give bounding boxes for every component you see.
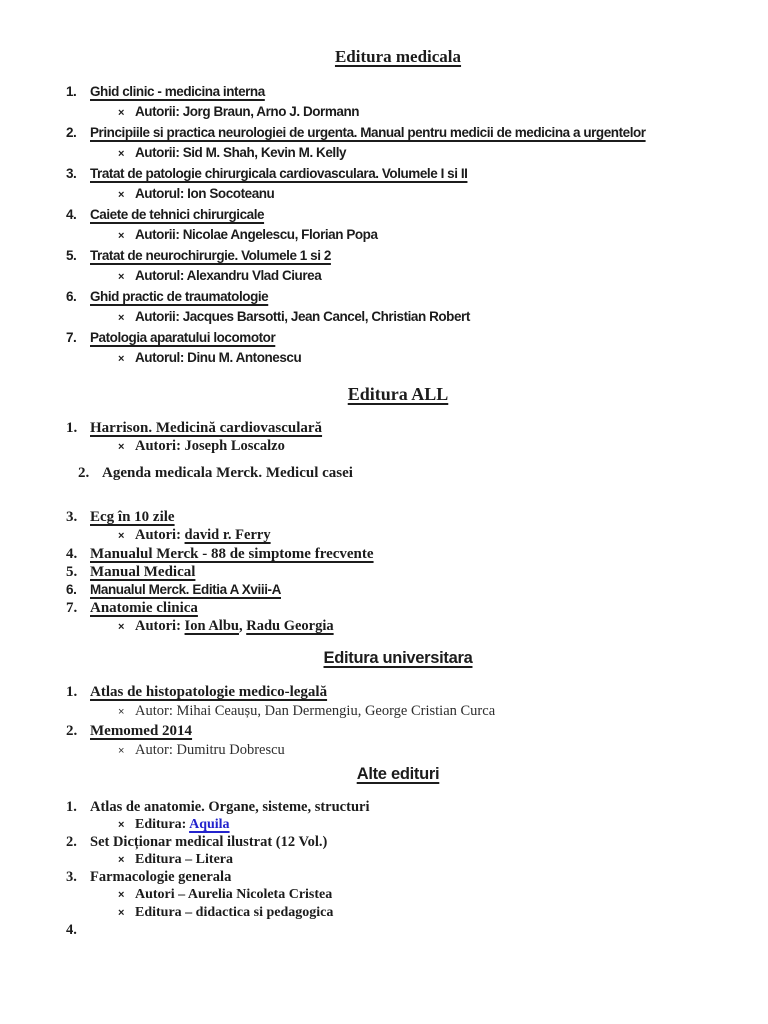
list-item (66, 164, 730, 184)
author-line (66, 184, 730, 205)
author-text: Autor: Dumitru Dobrescu (135, 742, 285, 758)
item-number: 2. (78, 465, 90, 481)
cross-bullet-icon: × (118, 107, 124, 119)
author-line (66, 526, 730, 545)
author-line (66, 702, 730, 722)
cross-bullet-icon: × (118, 819, 125, 831)
publisher-line (66, 851, 730, 869)
cross-bullet-icon: × (118, 441, 125, 453)
cross-bullet-icon: × (118, 621, 125, 633)
list-item-empty (66, 922, 730, 939)
list-item (66, 563, 730, 581)
item-number: 4. (66, 922, 77, 938)
item-number: 1. (66, 684, 78, 700)
list-item (66, 799, 730, 816)
publisher-line (66, 904, 730, 922)
list-item (66, 246, 730, 266)
book-title: Atlas de histopatologie medico-legală (90, 684, 328, 700)
cross-bullet-icon: × (118, 530, 125, 542)
book-title: Tratat de patologie chirurgicala cardiovasculara. Volumele I si II (90, 166, 468, 181)
book-list-alte-edituri (66, 799, 730, 939)
list-item (66, 508, 730, 526)
book-title: Memomed 2014 (90, 723, 193, 739)
list-item (66, 123, 730, 143)
book-title: Ghid practic de traumatologie (90, 289, 269, 304)
publisher-text: Editura – didactica si pedagogica (135, 905, 334, 920)
author-name-underlined: david r. Ferry (184, 527, 271, 543)
book-title: Atlas de anatomie. Organe, sisteme, structuri (90, 799, 370, 815)
list-item (66, 328, 730, 348)
item-number: 2. (66, 125, 77, 140)
author-text: Autori: Joseph Loscalzo (135, 438, 285, 454)
section-heading-editura-universitara (66, 647, 730, 669)
author-line (66, 437, 730, 456)
publisher-line (66, 816, 730, 834)
book-list-editura-universitara (66, 683, 730, 761)
section-title: Editura ALL (347, 384, 449, 404)
author-line (66, 143, 730, 164)
cross-bullet-icon: × (118, 230, 124, 242)
author-line (66, 741, 730, 761)
book-title: Manual Medical (90, 564, 196, 580)
list-item (66, 869, 730, 886)
author-text: Autorul: Dinu M. Antonescu (135, 350, 302, 365)
author-text: Autori – Aurelia Nicoleta Cristea (135, 887, 333, 902)
book-title: Manualul Merck - 88 de simptome frecvente (90, 546, 374, 562)
book-title: Ecg în 10 zile (90, 509, 175, 525)
book-title: Patologia aparatului locomotor (90, 330, 276, 345)
author-line (66, 886, 730, 904)
list-item (66, 581, 730, 599)
author-text: Autor: Mihai Ceaușu, Dan Dermengiu, George Cristian Curca (135, 703, 496, 719)
author-text: Autorii: Jacques Barsotti, Jean Cancel, Christian Robert (135, 309, 470, 324)
item-number: 1. (66, 420, 78, 436)
author-text: Autorii: Sid M. Shah, Kevin M. Kelly (135, 145, 347, 160)
author-text: Autorul: Alexandru Vlad Ciurea (135, 268, 322, 283)
item-number: 1. (66, 799, 77, 815)
author-name-underlined: Ion Albu (184, 618, 239, 634)
list-item (66, 683, 730, 702)
author-text: Autorul: Ion Socoteanu (135, 186, 275, 201)
section-heading-editura-all (66, 383, 730, 405)
section-heading-editura-medicala (66, 46, 730, 68)
aquila-link[interactable]: Aquila (189, 817, 230, 832)
book-title: Caiete de tehnici chirurgicale (90, 207, 265, 222)
author-line (66, 307, 730, 328)
book-title: Tratat de neurochirurgie. Volumele 1 si 2 (90, 248, 331, 263)
cross-bullet-icon: × (118, 148, 124, 160)
list-item (66, 82, 730, 102)
book-title: Ghid clinic - medicina interna (90, 84, 265, 99)
author-line (66, 266, 730, 287)
cross-bullet-icon: × (118, 189, 124, 201)
author-line (66, 617, 730, 636)
author-line (66, 348, 730, 369)
book-title: Anatomie clinica (90, 600, 198, 616)
author-separator: , (238, 618, 247, 634)
item-number: 6. (66, 582, 77, 597)
section-title: Editura medicala (334, 47, 462, 66)
item-number: 5. (66, 248, 77, 263)
item-number: 2. (66, 723, 78, 739)
item-number: 4. (66, 207, 77, 222)
list-item (66, 205, 730, 225)
cross-bullet-icon: × (118, 854, 125, 866)
item-number: 3. (66, 869, 77, 885)
cross-bullet-icon: × (118, 745, 125, 757)
book-title: Set Dicționar medical ilustrat (12 Vol.) (90, 834, 328, 850)
author-text (135, 617, 334, 635)
item-number: 6. (66, 289, 77, 304)
book-title: Farmacologie generala (90, 869, 232, 885)
section-title: Editura universitara (323, 649, 473, 667)
item-number: 2. (66, 834, 77, 850)
publisher-label: Editura: (135, 817, 190, 832)
book-list-editura-medicala (66, 82, 730, 369)
list-item (66, 722, 730, 741)
list-item (66, 419, 730, 437)
author-text (135, 526, 271, 544)
author-line (66, 102, 730, 123)
cross-bullet-icon: × (118, 889, 125, 901)
item-number: 3. (66, 166, 77, 181)
book-title: Principiile si practica neurologiei de urgenta. Manual pentru medicii de medicina a urgentelor (90, 125, 646, 140)
item-number: 7. (66, 330, 77, 345)
cross-bullet-icon: × (118, 312, 124, 324)
section-title: Alte edituri (356, 765, 440, 783)
author-text: Autorii: Nicolae Angelescu, Florian Popa (135, 227, 378, 242)
section-heading-alte-edituri (66, 763, 730, 785)
book-title: Agenda medicala Merck. Medicul casei (102, 465, 353, 481)
list-item (66, 599, 730, 617)
list-item (66, 287, 730, 307)
author-name-underlined: Radu Georgia (246, 618, 334, 634)
author-line (66, 225, 730, 246)
list-item (66, 545, 730, 563)
book-title: Harrison. Medicină cardiovasculară (90, 420, 323, 436)
cross-bullet-icon: × (118, 353, 124, 365)
list-item (78, 464, 730, 482)
author-text: Autorii: Jorg Braun, Arno J. Dormann (135, 104, 360, 119)
author-label: Autori: (135, 618, 185, 634)
list-item (66, 834, 730, 851)
item-number: 5. (66, 564, 78, 580)
publisher-text: Editura – Litera (135, 852, 233, 867)
book-title: Manualul Merck. Editia A Xviii-A (90, 582, 281, 597)
publisher-text (135, 816, 230, 833)
item-number: 4. (66, 546, 78, 562)
item-number: 3. (66, 509, 78, 525)
item-number: 7. (66, 600, 78, 616)
cross-bullet-icon: × (118, 271, 124, 283)
cross-bullet-icon: × (118, 907, 125, 919)
cross-bullet-icon: × (118, 706, 125, 718)
item-number: 1. (66, 84, 77, 99)
book-list-editura-all (66, 419, 730, 636)
author-label: Autori: (135, 527, 185, 543)
